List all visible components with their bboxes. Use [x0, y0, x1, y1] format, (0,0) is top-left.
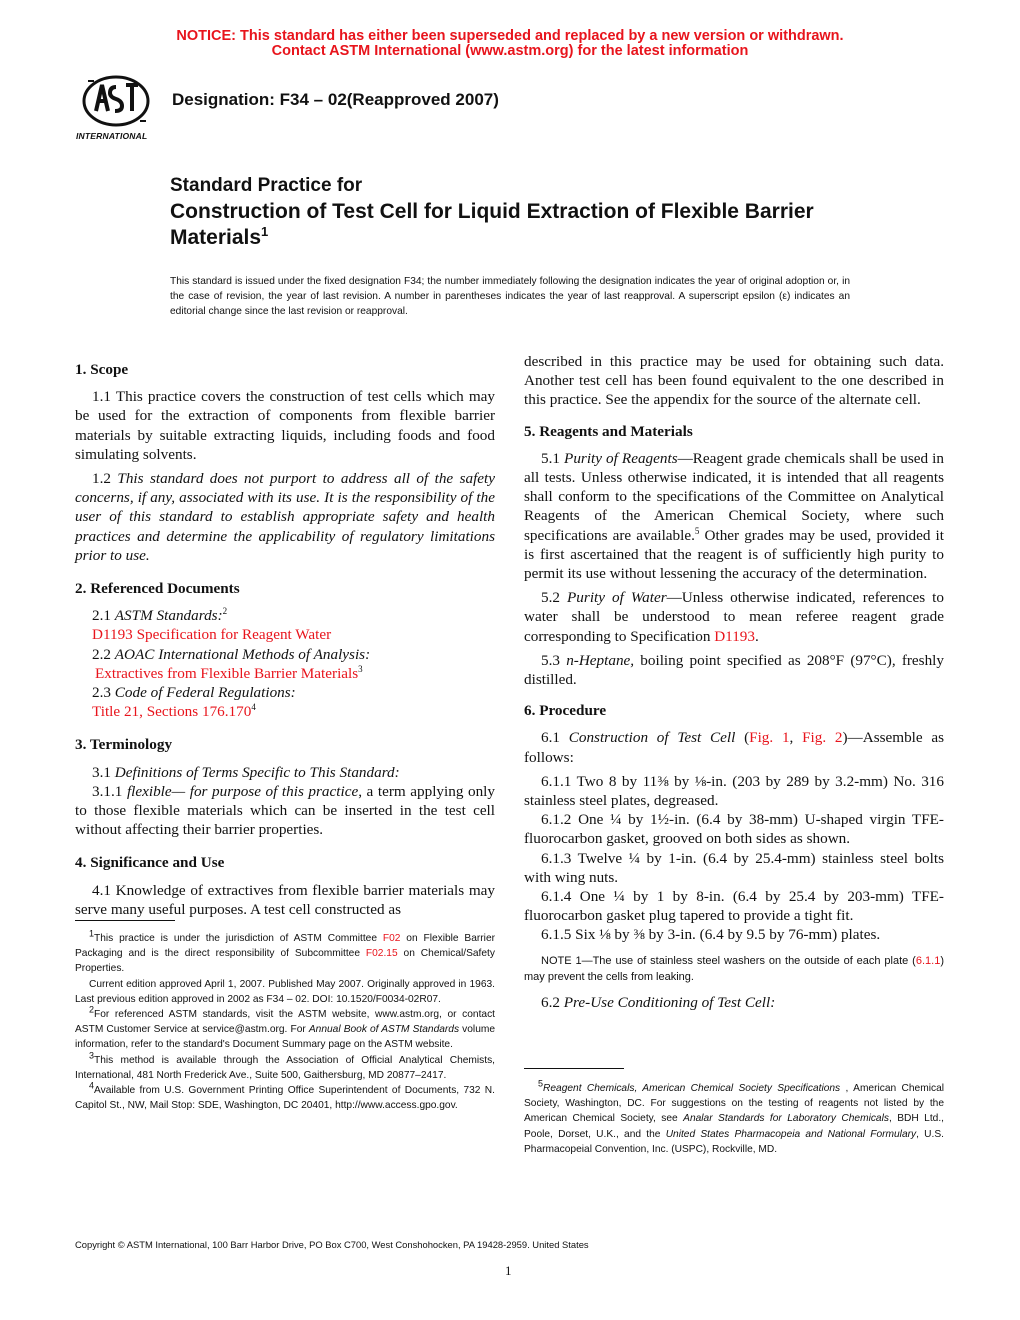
scope-1-2 — [75, 469, 495, 565]
reagents-5-1-text: —Reagent grade chemicals shall be used in all tests. Unless otherwise indicated, it is intended that all reagents shall conform to the specifications of the Committee on Analytical Reagents of the American Chemical Society, where such specifications are available. — [524, 449, 944, 544]
footnote-5-italic-3: United States Pharmacopeia and National Formulary — [665, 1128, 917, 1140]
refdocs-2-3 — [75, 683, 495, 702]
terminology-3-1-text: Definitions of Terms Specific to This Standard: — [114, 763, 400, 781]
note-1-text-a: NOTE 1—The use of stainless steel washers on the outside of each plate ( — [541, 954, 916, 967]
copyright: Copyright © ASTM International, 100 Barr Harbor Drive, PO Box C700, West Conshohocken, PA 19428-2959. United States — [75, 1239, 589, 1250]
terminology-heading: 3. Terminology — [75, 736, 173, 754]
procedure-6-1-title: Construction of Test Cell — [568, 729, 736, 747]
footnotes-left — [75, 928, 496, 1113]
reagents-5-1-sup: 5 — [694, 525, 700, 536]
terminology-3-1 — [75, 763, 495, 782]
f02-15-link[interactable]: F02.15 — [365, 948, 398, 960]
footnotes-right — [524, 1078, 945, 1157]
procedure-6-1 — [524, 728, 944, 766]
notice-line-1: NOTICE: This standard has either been superseded and replaced by a new version or withdrawn. — [176, 28, 844, 44]
note-1-text-b: ) may prevent the cells from leaking. — [524, 954, 944, 983]
footnote-5-text-b: , BDH Ltd., Poole, Dorset, U.K., and the — [524, 1113, 944, 1140]
scope-1-2-num: 1.2 — [92, 470, 118, 488]
footnote-2-text-b: volume information, refer to the standard's Document Summary page on the ASTM website. — [75, 1024, 496, 1051]
footnote-2-text-a: For referenced ASTM standards, visit the ASTM website, www.astm.org, or contact ASTM Customer Service at service@astm.org. For — [75, 1009, 495, 1036]
refdocs-2-1-sup: 2 — [222, 606, 228, 617]
procedure-heading: 6. Procedure — [524, 702, 607, 720]
scope-heading: 1. Scope — [75, 361, 129, 378]
procedure-6-1-rest: )—Assemble as follows: — [524, 729, 945, 766]
title-footnote-mark: 1 — [261, 224, 269, 239]
refdocs-2-3-text: Code of Federal Regulations: — [114, 684, 296, 702]
term-flexible: flexible— — [126, 782, 186, 800]
reagents-heading: 5. Reagents and Materials — [524, 422, 693, 440]
reagents-5-2-end: . — [755, 627, 759, 645]
footnote-rule-right — [524, 1068, 624, 1069]
left-column — [75, 350, 495, 924]
d1193-title-link[interactable]: Specification for Reagent Water — [132, 626, 332, 644]
terminology-3-1-1-num: 3.1.1 — [92, 782, 127, 800]
refdocs-2-2 — [75, 645, 495, 664]
procedure-6-2 — [524, 993, 944, 1012]
footnote-1-edition: Current edition approved April 1, 2007. Published May 2007. Originally approved in 1963. Last previous edition approved in 2002 as F34 – 02. DOI: 10.1520/F0034-02R07. — [75, 978, 495, 1005]
significance-continued: described in this practice may be used for obtaining such data. Another test cell has been found equivalent to the one described in this practice. See the appendix for the source of the alternate cell. — [524, 353, 944, 409]
footnote-1-text-a: This practice is under the jurisdiction of ASTM Committee — [94, 933, 383, 944]
refdocs-2-1 — [75, 606, 495, 625]
reagents-5-3-text: boiling point specified as 208°F (97°C), freshly distilled. — [524, 651, 944, 689]
footnote-5-mark: 5 — [538, 1078, 544, 1089]
title-text: Construction of Test Cell for Liquid Extraction of Flexible Barrier Materials — [170, 200, 814, 249]
scope-1-1: 1.1 This practice covers the construction of test cells which may be used for the extraction of components from flexible barrier materials by suitable extracting liquids, including foods and food simulating solvents. — [75, 388, 495, 463]
procedure-6-1-5: 6.1.5 Six ⅛ by ⅜ by 3-in. (6.4 by 9.5 by 76-mm) plates. — [541, 926, 881, 944]
procedure-6-1-1: 6.1.1 Two 8 by 11⅜ by ⅛-in. (203 by 289 by 3.2-mm) No. 316 stainless steel plates, degreased. — [524, 772, 944, 810]
reagents-5-1-num: 5.1 — [541, 449, 565, 467]
footnote-1 — [75, 928, 496, 977]
footnote-rule-left — [75, 920, 175, 921]
footnote-3-mark: 3 — [89, 1050, 95, 1061]
procedure-6-1-num: 6.1 — [541, 729, 569, 747]
fig-1-link[interactable]: Fig. 1 — [749, 729, 790, 747]
f02-link[interactable]: F02 — [382, 933, 401, 944]
reagents-5-2-num: 5.2 — [541, 589, 568, 607]
note-1 — [524, 953, 944, 985]
d1193-link[interactable]: D1193 — [92, 626, 133, 644]
footnote-4-mark: 4 — [89, 1080, 95, 1091]
note-6-1-1-link[interactable]: 6.1.1 — [915, 954, 941, 967]
footnote-1-mark: 1 — [89, 928, 95, 939]
procedure-6-1-4: 6.1.4 One ¼ by 1 by 8-in. (6.4 by 25.4 by 203-mm) TFE-fluorocarbon gasket plug tapered to provide a tight fit. — [524, 888, 944, 925]
aoac-link[interactable]: Extractives from Flexible Barrier Materials — [95, 664, 359, 682]
footnote-1-text-c: on Chemical/Safety Properties. — [75, 948, 495, 975]
footnote-3-text: This method is available through the Association of Official Analytical Chemists, International, 481 North Frederick Ave., Suite 500, Gaithersburg, MD 20877–2417. — [75, 1054, 495, 1081]
reagents-5-1 — [524, 449, 944, 583]
footnote-5-italic-1: Reagent Chemicals, American Chemical Society Specifications — [543, 1083, 841, 1094]
designation: Designation: F34 – 02(Reapproved 2007) — [172, 90, 499, 109]
reagents-5-1-title: Purity of Reagents — [564, 449, 678, 467]
reagents-5-1-rest: Other grades may be used, provided it is first ascertained that the reagent is of sufficiently high purity to permit its use without lessening the accuracy of the determination. — [524, 526, 944, 583]
ref-cfr — [75, 702, 495, 721]
refdocs-2-2-text: AOAC International Methods of Analysis: — [114, 645, 371, 663]
footnote-5 — [524, 1078, 945, 1157]
procedure-6-1-2: 6.1.2 One ¼ by 1½-in. (6.4 by 38-mm) U-shaped virgin TFE-fluorocarbon gasket, grooved on both sides as shown. — [524, 811, 944, 848]
title-main — [170, 199, 870, 251]
d1193-ref-link[interactable]: D1193 — [714, 627, 755, 645]
terminology-3-1-num: 3.1 — [92, 763, 115, 781]
footnote-5-text-a: , American Chemical Society, Washington, DC. For suggestions on the testing of reagents not listed by the American Chemical Society, see — [524, 1083, 945, 1125]
scope-1-2-text: This standard does not purport to address all of the safety concerns, if any, associated with its use. It is the responsibility of the user of this standard to establish appropriate safety and health practices and determine the applicability of regulatory limitations prior to use. — [75, 470, 496, 564]
refdocs-2-3-num: 2.3 — [92, 684, 115, 702]
procedure-6-1-open: ( — [735, 729, 750, 747]
term-flexible-definition: , a term applying only to those flexible materials which can be inserted in the test cell without affecting their barrier properties. — [75, 782, 495, 839]
procedure-6-2-title: Pre-Use Conditioning of Test Cell: — [563, 993, 776, 1011]
procedure-6-1-3: 6.1.3 Twelve ¼ by 1-in. (6.4 by 25.4-mm) stainless steel bolts with wing nuts. — [524, 849, 944, 886]
reagents-5-2-text: —Unless otherwise indicated, references to water shall be understood to mean referee reagent grade corresponding to Specification — [524, 589, 944, 645]
cfr-sup: 4 — [251, 702, 256, 713]
intro-paragraph: This standard is issued under the fixed designation F34; the number immediately following the designation indicates the year of original adoption or, in the case of revision, the year of last revision. A number in parentheses indicates the year of last reapproval. A superscript epsilon (ε) indicates an editorial change since the last revision or reapproval. — [170, 276, 850, 317]
notice-line-2: Contact ASTM International (www.astm.org) for the latest information — [271, 43, 749, 59]
procedure-6-2-num: 6.2 — [541, 993, 564, 1011]
reagents-5-2 — [524, 588, 944, 646]
footnote-2-mark: 2 — [89, 1004, 95, 1015]
significance-heading: 4. Significance and Use — [75, 854, 225, 872]
right-column — [524, 352, 944, 1017]
page-number: 1 — [505, 1263, 512, 1278]
fig-2-link[interactable]: Fig. 2 — [802, 729, 843, 747]
significance-4-1: 4.1 Knowledge of extractives from flexible barrier materials may serve many useful purposes. A test cell constructed as — [75, 881, 495, 918]
footnote-5-text-c: , U.S. Pharmacopeial Convention, Inc. (USPC), Rockville, MD. — [524, 1128, 944, 1155]
ref-aoac — [75, 664, 495, 683]
footnote-4 — [75, 1080, 495, 1113]
title-line-1: Standard Practice for — [170, 175, 363, 196]
cfr-link[interactable]: Title 21, Sections 176.170 — [92, 703, 252, 721]
footnote-5-italic-2: Analar Standards for Laboratory Chemicals — [683, 1113, 889, 1125]
procedure-6-1-sep: , — [789, 729, 803, 747]
terminology-3-1-1 — [75, 782, 495, 840]
footnote-4-text: Available from U.S. Government Printing Office Superintendent of Documents, 732 N. Capitol St., NW, Mail Stop: SDE, Washington, DC 20401, http://www.access.gpo.gov. — [75, 1085, 495, 1112]
reagents-5-3 — [524, 651, 944, 689]
reagents-5-2-title: Purity of Water — [567, 589, 667, 607]
reagents-5-3-num: 5.3 — [541, 651, 567, 669]
footnote-3 — [75, 1050, 495, 1083]
footnote-2-italic: Annual Book of ASTM Standards — [308, 1024, 460, 1036]
reagents-5-3-title: n-Heptane, — [566, 651, 635, 669]
aoac-sup: 3 — [358, 663, 363, 674]
refdocs-2-1-num: 2.1 — [92, 607, 115, 625]
logo-text: INTERNATIONAL — [76, 131, 148, 141]
refdocs-2-1-text: ASTM Standards: — [114, 607, 223, 625]
refdocs-heading: 2. Referenced Documents — [75, 580, 240, 598]
refdocs-2-2-num: 2.2 — [92, 645, 115, 663]
ref-d1193 — [75, 625, 495, 644]
term-flexible-qualifier: for purpose of this practice — [185, 782, 359, 800]
footnote-2 — [75, 1004, 496, 1053]
footnote-1-text-b: on Flexible Barrier Packaging and is the direct responsibility of Subcommittee — [75, 933, 496, 960]
